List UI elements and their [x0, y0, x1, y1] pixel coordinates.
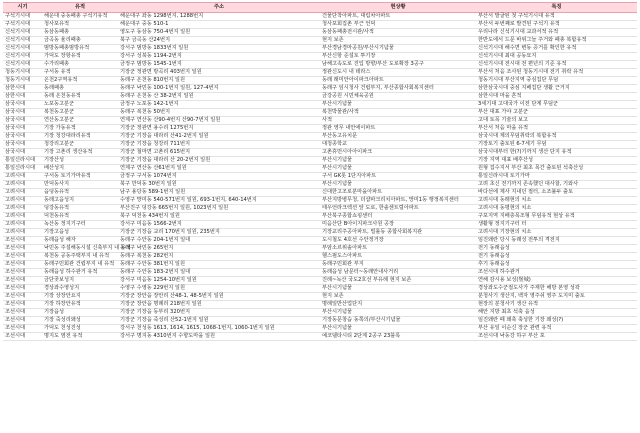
cell-site: 기장 하장안유적: [42, 301, 118, 309]
cell-status: 대청종학교: [320, 141, 476, 149]
cell-site: 복천동고분군: [42, 109, 118, 117]
cell-address: 기장군 기장읍 대라리 산41-2번지 일원: [118, 133, 320, 141]
cell-features: 생활형 정지기구터 터: [476, 221, 637, 229]
table-row: [3, 189, 637, 197]
cell-address: 기장군 기장읍 죽성리 산52-1번지 일원: [118, 317, 320, 325]
table-row: [3, 13, 637, 21]
cell-address: 동래구 수안동 204-1번지 일대: [118, 237, 320, 245]
cell-status: 부산시기념물: [320, 165, 476, 173]
cell-site: 구서동 유적: [42, 69, 118, 77]
cell-site: 청강리고분군: [42, 141, 118, 149]
cell-period: 삼국시대: [3, 109, 42, 117]
cell-status: 정관 영무 내안에이파트: [320, 125, 476, 133]
cell-features: 고려시대 동래현의 치소: [476, 197, 637, 205]
table-row: [3, 117, 637, 125]
cell-address: 북구 금곡동 산24번지: [118, 37, 320, 45]
table-row: [3, 157, 637, 165]
cell-period: 삼국시대: [3, 101, 42, 109]
table-row: [3, 141, 637, 149]
table-row: [3, 125, 637, 133]
cell-address: 강서구 명지동 4310번지 수향도마을 일원: [118, 333, 320, 341]
cell-status: 기장동문창습 동쪽의/부산시기념물: [320, 317, 476, 325]
cell-features: 삼한시대 마을 흔적: [476, 93, 637, 101]
cell-features: 신석기시대 전시대 전 편년의 기준 유적: [476, 61, 637, 69]
cell-address: 강서구 천성동 1613, 1614, 1615, 1068-1번지, 1060-1번지 일원: [118, 325, 320, 333]
cell-features: 임진왜란 때 왜축 축성한 기장 왜성(?): [476, 317, 637, 325]
cell-address: 연제구 연산동 산61번지 일원: [118, 165, 320, 173]
header-site: 유적: [42, 3, 118, 13]
table-row: [3, 253, 637, 261]
cell-status: 동래구민회관 부지: [320, 261, 476, 269]
cell-address: 동래구 복천동 50번지: [118, 109, 320, 117]
cell-features: 삼국시대부터 한(?)기까지 생산 단지 유적: [476, 149, 637, 157]
cell-address: 강서구 성북동 1194-2번지: [118, 53, 320, 61]
cell-period: 고려시대: [3, 173, 42, 181]
cell-status: 부산시기념물: [320, 285, 476, 293]
table-row: [3, 29, 637, 37]
cell-site: 명지도 염전 유적: [42, 333, 118, 341]
cell-site: 온천2구역유적: [42, 77, 118, 85]
cell-address: 금정구 노포동 142-1번지: [118, 101, 320, 109]
cell-site: 기장고읍성: [42, 229, 118, 237]
cell-period: 삼국시대: [3, 149, 42, 157]
cell-period: 삼한시대: [3, 85, 42, 93]
cell-status: 현지 보존: [320, 37, 476, 45]
cell-status: 부산시기념물: [320, 325, 476, 333]
cell-site: 경상좌수영성지: [42, 285, 118, 293]
cell-status: 동래읍성 남문터~동래안내사거리: [320, 269, 476, 277]
cell-features: 신석기시대 최대 공동묘지: [476, 53, 637, 61]
cell-site: 동래패총: [42, 85, 118, 93]
cell-status: 헬스펌도스아파트: [320, 253, 476, 261]
cell-period: 조선시대: [3, 253, 42, 261]
cell-site: 기장 가동유적: [42, 125, 118, 133]
cell-address: 강서구 범방동 1833번지 일원: [118, 45, 320, 53]
cell-period: 삼국시대: [3, 125, 42, 133]
cell-period: 구석기시대: [3, 13, 42, 21]
cell-period: 조선시대: [3, 301, 42, 309]
table-row: [3, 173, 637, 181]
cell-status: 미음산단 B아이지파크사원 공장: [320, 221, 476, 229]
cell-status: 부산지방병무청, 더샵파크리치아파트, 망미1동 행정복지센터: [320, 197, 476, 205]
cell-period: 통일신라시대: [3, 165, 42, 173]
cell-status: 부산시기념물: [320, 181, 476, 189]
table-row: [3, 45, 637, 53]
cell-site: 연산동고분군: [42, 117, 118, 125]
cell-site: 덕천동유적: [42, 213, 118, 221]
cell-period: 청동기시대: [3, 77, 42, 85]
cell-address: 기장군 기장읍 대라리 산 20-2번지 일원: [118, 157, 320, 165]
cell-period: 삼국시대: [3, 133, 42, 141]
cell-address: 기장군 장안읍 명례리 218번지 일원: [118, 301, 320, 309]
cell-features: 조선시대 낙동강 하구 부산 포: [476, 333, 637, 341]
cell-status: 사적: [320, 117, 476, 125]
cell-status: 건물단착아파트, 대림차아파트: [320, 13, 476, 21]
cell-features: 부산서 처음 조사된 청동기시대 전기 취락 유적: [476, 69, 637, 77]
table-row: [3, 181, 637, 189]
cell-features: 연해 감시용 보성(堡城): [476, 277, 637, 285]
cell-address: 동래구 온천동 산 38-2번지 일원: [118, 93, 320, 101]
cell-address: 기장군 철마면 고촌리 615번지: [118, 149, 320, 157]
table-row: [3, 77, 637, 85]
cell-address: 해운대구 좌동 1298번지, 1288번지: [118, 13, 320, 21]
table-row: [3, 325, 637, 333]
cell-features: 후기 동래읍성: [476, 261, 637, 269]
cell-site: 낙민동 주설해동시설 신축부지 내 유적: [44, 245, 131, 251]
cell-status: 예코델타시티 2단계 2공구 23블록: [320, 333, 476, 341]
cell-period: 삼한시대: [3, 93, 42, 101]
cell-features: 고대 토목 기술의 보고: [476, 117, 637, 125]
cell-features: 청동기시대 부산지역 중심집단 무덤: [476, 77, 637, 85]
cell-period: 조선시대: [3, 261, 42, 269]
table-row: [3, 301, 637, 309]
cell-period: 조선시대: [3, 237, 42, 245]
cell-features: 삼한삼국시대 중심 지배집단 생활 근거지: [476, 85, 637, 93]
cell-period: 조선시대: [3, 269, 42, 277]
cell-features: 부산서 처음 마을 유적: [476, 125, 637, 133]
cell-features: 우리나라 신석기시대 교과서적 유적: [476, 29, 637, 37]
cell-period: 고려시대: [3, 181, 42, 189]
cell-status: 신대한고조로분마을아파트: [320, 189, 476, 197]
cell-site: 금단곶보성지: [42, 277, 118, 285]
cell-features: 현장의 분청사기 생산 유적: [476, 301, 637, 309]
cell-features: 한반도에서 드문 바위그늘 주거와 패총 복합유적: [476, 37, 637, 45]
cell-status: 고촌휴먼시아아이파크: [320, 149, 476, 157]
cell-address: 연제구 연산동 산90-4번지 산90-7번지 일원: [118, 117, 320, 125]
cell-period: 신석기시대: [3, 37, 42, 45]
cell-site: 가덕도 장항유적: [42, 53, 118, 61]
table-row: [3, 237, 637, 245]
cell-status: 동래구 임시청사 건립부지, 부산종합사회복지센터: [320, 85, 476, 93]
cell-period: 고려시대: [3, 221, 42, 229]
cell-address: 수영구 망미동 540-571번지 일원, 693-1번지, 640-14번지: [118, 197, 320, 205]
table-row: [3, 261, 637, 269]
table-row: [3, 213, 637, 221]
table-row: [3, 197, 637, 205]
cell-features: 전기 동래읍성: [476, 245, 637, 253]
table-row: [3, 53, 637, 61]
table-row: [3, 293, 637, 301]
table-row: [3, 245, 637, 253]
cell-address: 동래구 복천동 282번지: [118, 253, 320, 261]
cell-features: 기장토기 출토된 6-7세기 무덤: [476, 141, 637, 149]
cell-period: 조선시대: [3, 333, 42, 341]
cell-site: 구서동 토기가마유적: [42, 173, 118, 181]
cell-period: 청동기시대: [3, 69, 42, 77]
cell-status: 동래 래미안아이파크아파트: [320, 77, 476, 85]
cell-period: 구석기시대: [3, 21, 42, 29]
header-address: 주소: [118, 3, 320, 13]
cell-status: 구서 GK롯 1단지아파트: [320, 173, 476, 181]
cell-period: 신석기시대: [3, 29, 42, 37]
cell-address: 기장군 기장읍 청강리 711번지: [118, 141, 320, 149]
cell-address: 해운대구 중동 510-1: [118, 21, 320, 29]
cell-address: 북구 만덕동 30번지 일원: [118, 181, 320, 189]
table-row: [3, 309, 637, 317]
cell-period: 고려시대: [3, 197, 42, 205]
cell-features: 부산 유일 이순신 장군 관련 유적: [476, 325, 637, 333]
cell-features: 해안 지방 최초 석축 읍성: [476, 309, 637, 317]
cell-status: 금강공원 시민체육공원: [320, 93, 476, 101]
cell-address: 동래구 수안동 183-2번지 일대: [118, 269, 320, 277]
cell-period: 삼국시대: [3, 117, 42, 125]
table-row: [3, 133, 637, 141]
cell-site: 수가리패총: [42, 61, 118, 69]
cell-site: 기장 죽성리왜성: [42, 317, 118, 325]
table-row: [3, 285, 637, 293]
cell-features: 고려 초신 전기까지 존속했던 대사찰, 기와사: [476, 181, 637, 189]
cell-site: 배산성지: [42, 165, 118, 173]
cell-site: 기장산성: [42, 157, 118, 165]
cell-address: 기장군 기장읍 동부리 320번지: [118, 309, 320, 317]
cell-status: 부산신항 준설토 투기장: [320, 53, 476, 61]
cell-site: 노포동고분군: [42, 101, 118, 109]
cell-period: 통일신라시대: [3, 157, 42, 165]
cell-status: 부산동고유치문: [320, 133, 476, 141]
cell-period: 조선시대: [3, 325, 42, 333]
cell-site: 녹산동 정지기구터: [42, 221, 118, 229]
cell-status: 정관신도시 내 테라스: [320, 69, 476, 77]
cell-features: 삼국시대 제의무덤취락의 복합유적: [476, 133, 637, 141]
cell-status: 복천박물관/사적: [320, 109, 476, 117]
cell-site: 금곡동 율리패총: [42, 37, 118, 45]
cell-features: 분청사기 생산지, 백자 영주쉬 영주 도지미 출토: [476, 293, 637, 301]
archaeological-sites-table: [3, 2, 637, 341]
cell-site: 기장 청강대라리유적: [42, 133, 118, 141]
cell-address: 북구 덕천동 434번지 일원: [118, 213, 320, 221]
cell-features: 바다선에 제사 지내던 절터, 소조불두 출토: [476, 189, 637, 197]
table-row: [3, 21, 637, 29]
cell-status: 부암소르위솔아파트: [320, 245, 476, 253]
cell-period: 신석기시대: [3, 45, 42, 53]
cell-address: 기장군 정관면 용수리 1275번지: [118, 125, 320, 133]
cell-period: 조선시대: [3, 277, 42, 285]
cell-period: 조선시대: [3, 293, 42, 301]
cell-status: 부산시기념물: [320, 157, 476, 165]
cell-address: 강서구 미음동 1254-10번지 일원: [118, 277, 320, 285]
table-row: [3, 317, 637, 325]
cell-status: 남해고속도로 진입 방향/부산 도로확장 3공구: [320, 61, 476, 69]
cell-status: 부산북구종합쇼핑센터: [320, 213, 476, 221]
cell-features: 고려시대 기장현의 치소: [476, 229, 637, 237]
table-row: [3, 333, 637, 341]
cell-status: 태우언라크렉션 앞 도로, 한솔센트럴아파트: [320, 205, 476, 213]
cell-features: 신석기시대 해수면 변동 증거를 확인한 유적: [476, 45, 637, 53]
cell-features: 부산 대표 가야 고분군: [476, 109, 637, 117]
cell-site: 기장 고촌리 생산유적: [42, 149, 118, 157]
cell-features: 3세기대 고대국가 이전 단계 무덤군: [476, 101, 637, 109]
cell-period: 신석기시대: [3, 53, 42, 61]
table-row: [3, 37, 637, 45]
cell-period: 삼국시대: [3, 141, 42, 149]
cell-site: 동삼동패총: [42, 29, 118, 37]
table-body: [3, 13, 637, 341]
cell-site: 읍덩동유적: [42, 189, 118, 197]
cell-status: 부산시기념물: [320, 101, 476, 109]
cell-site: 해운대 중동패총 구석기유적: [42, 13, 118, 21]
cell-address: 기장군 기장읍 교리 170번지 일원, 235번지: [118, 229, 320, 237]
cell-period: 조선시대: [3, 317, 42, 325]
cell-site: 범방동패총범방유적: [42, 45, 118, 53]
cell-features: 전기 동래읍성: [476, 253, 637, 261]
cell-status: 부산경남경마공원/부산시기념물: [320, 45, 476, 53]
table-row: [3, 165, 637, 173]
cell-site: 만덕동사지: [42, 181, 118, 189]
cell-status: 동삼동패총전시관/사적: [320, 29, 476, 37]
cell-address: 동래구 수안동 381번지 일원: [118, 261, 320, 269]
cell-address: 부산진구 덩강동 665번지 일원, 1023번지 일원: [118, 205, 320, 213]
cell-period: 조선시대: [3, 285, 42, 293]
cell-period: 고려시대: [3, 213, 42, 221]
cell-site: 청사포유적: [42, 21, 118, 29]
cell-address: 영도구 동삼동 750-4번지 일원: [118, 29, 320, 37]
site-table-container: [3, 2, 637, 341]
header-features: 특징: [476, 3, 637, 13]
cell-period: 조선시대: [3, 309, 42, 317]
table-header-row: [3, 3, 637, 13]
cell-features: 통일신라시대 토기가마: [476, 173, 637, 181]
cell-period: 신석기시대: [3, 61, 42, 69]
cell-status: 청사포회집촌 부근 언덕: [320, 21, 476, 29]
cell-features: 기장 지역 대표 배후산성: [476, 157, 637, 165]
table-row: [3, 61, 637, 69]
cell-site: 기장읍성: [42, 309, 118, 317]
cell-status: 도시철도 4호선 수안정거장: [320, 237, 476, 245]
cell-site: 동래읍성 해자: [42, 237, 118, 245]
cell-status: 명례일반산업단지: [320, 301, 476, 309]
table-row: [3, 229, 637, 237]
cell-features: 경상좌도수군절도사가 주재한 해방 본영 성곽: [476, 285, 637, 293]
table-row: [3, 269, 637, 277]
cell-address: 남구 용당동 589-1번지 일원: [118, 189, 320, 197]
cell-address: 동래구 낙민동 265번지: [118, 245, 320, 253]
table-row: [3, 277, 637, 285]
cell-period: 고려시대: [3, 229, 42, 237]
cell-period: 고려시대: [3, 205, 42, 213]
cell-site: 복천동 공동주택부지 내 유적: [42, 253, 118, 261]
cell-site: 덩강동유적: [42, 205, 118, 213]
cell-features: 조선시대 하수관거: [476, 269, 637, 277]
table-row: [3, 149, 637, 157]
cell-address: 강서구 미음동 1566-2번지: [118, 221, 320, 229]
cell-features: 부산서 발굴된 첫 구석기시대 유적: [476, 13, 637, 21]
table-row: [3, 205, 637, 213]
table-row: [3, 109, 637, 117]
cell-features: 고려시대 동평현의 치소: [476, 205, 637, 213]
cell-site: 동래읍성 하수관거 유적: [42, 269, 118, 277]
cell-address: 금정구 구서동 1074번지: [118, 173, 320, 181]
header-period: 시기: [3, 3, 42, 13]
cell-address: 동래구 온천동 810번지 일원: [118, 77, 320, 85]
cell-site: 동래고읍성지: [42, 197, 118, 205]
table-row: [3, 85, 637, 93]
cell-address: 기장군 정관면 방곡리 403번지 일원: [118, 69, 320, 77]
cell-period: 고려시대: [3, 189, 42, 197]
cell-status: 부산시기념물: [320, 309, 476, 317]
cell-site: 동래구민회관 건립부지 내 유적: [42, 261, 118, 269]
cell-site: 가덕도 천성진성: [42, 325, 118, 333]
table-row: [3, 101, 637, 109]
cell-site: 동래 온천동유적: [42, 93, 118, 101]
cell-status: 기장교리주공아파트, 빌롤동 종합사회복지관: [320, 229, 476, 237]
cell-features: 부산서 두번째로 발견된 구석기 유적: [476, 21, 637, 29]
header-status: 현상황: [320, 3, 476, 13]
cell-address: 기장군 장안읍 장안리 산48-1, 48-5번지 일원: [118, 293, 320, 301]
cell-site: 기장 상장안요지: [42, 293, 118, 301]
cell-features: 임진왜란 당시 동래성 전투의 격전지: [476, 237, 637, 245]
table-row: [3, 93, 637, 101]
cell-address: 동래구 낙민동 100-1번지 일원, 127-4번지: [118, 85, 320, 93]
cell-period: 조선시대: [3, 245, 42, 253]
cell-features: 구포지역 지배층목조형 무덤유적 현상 유적: [476, 213, 637, 221]
table-row: [3, 221, 637, 229]
table-row: [3, 69, 637, 77]
cell-address: 수영구 수영동 229번지 일원: [118, 285, 320, 293]
cell-features: 원형 집수지서 부산 최초 목간 출토된 석축산성: [476, 165, 637, 173]
cell-address: 금정구 범방동 1545-1번지: [118, 61, 320, 69]
cell-status: 현지 보존: [320, 293, 476, 301]
cell-status: 진례~녹산 국도2호선 부유례 현지 보존: [320, 277, 476, 285]
